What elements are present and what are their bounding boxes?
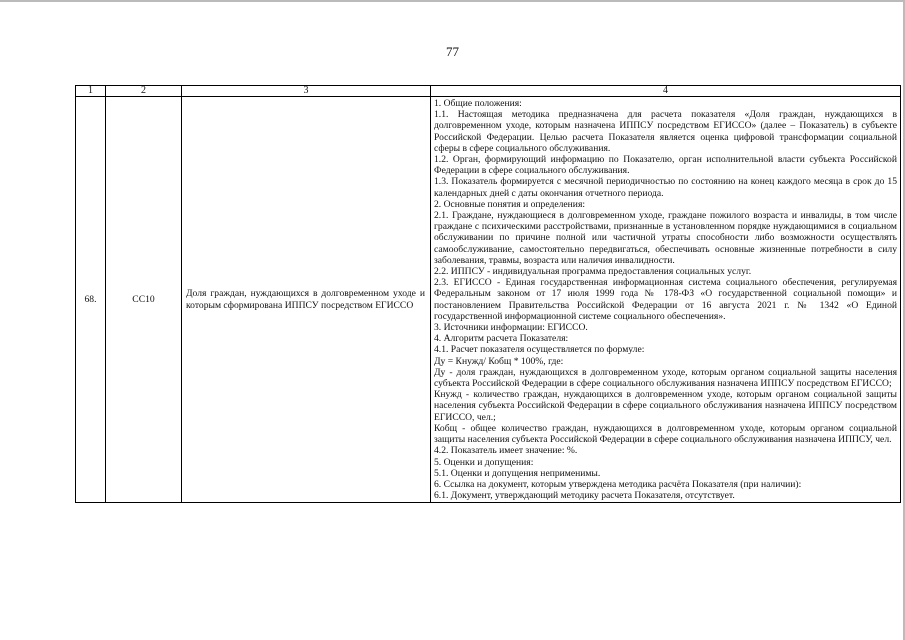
methodology-line: Кнужд - количество граждан, нуждающихся в долговременном уходе, которым органом социальной защиты населения субъекта Российской Федерации в сфере социального обслуживания назначена ИППСУ посредством ЕГИССО, чел.; xyxy=(434,389,897,423)
methodology-line: 1.3. Показатель формируется с месячной периодичностью по состоянию на конец каждого месяца в срок до 15 календарных дней с даты окончания отчетного периода. xyxy=(434,176,897,199)
methodology-line: 2.3. ЕГИССО - Единая государственная информационная система социального обеспечения, регулируемая Федеральным законом от 17 июля 1999 года № 178-ФЗ «О государственной социальной помощи» и постановлением Правительства Российской Федерации от 16 августа 2021 г. № 1342 «О Единой государственной информационной системе социального обеспечения». xyxy=(434,277,897,322)
row-number: 68. xyxy=(76,97,106,503)
methodology-line: 1.2. Орган, формирующий информацию по Показателю, орган исполнительной власти субъекта Российской Федерации в сфере социального обслуживания. xyxy=(434,154,897,177)
methodology-line: 1.1. Настоящая методика предназначена для расчета показателя «Доля граждан, нуждающихся в долговременном уходе, которым назначена ИППСУ посредством ЕГИССО» (далее – Показатель) в субъекте Российской Федерации. Целью расчета Показателя является оценка цифровой трансформации социальной сферы в сфере социального обслуживания. xyxy=(434,109,897,154)
methodology-line: 6. Ссылка на документ, которым утверждена методика расчёта Показателя (при наличии): xyxy=(434,478,802,490)
methodology-line: Ду = Кнужд/ Кобщ * 100%, где: xyxy=(434,355,564,367)
methodology-line: 4.1. Расчет показателя осуществляется по формуле: xyxy=(434,344,645,356)
methodology-line: 5. Оценки и допущения: xyxy=(434,456,534,468)
table-row xyxy=(76,97,901,503)
methodology-line: 4. Алгоритм расчета Показателя: xyxy=(434,333,569,345)
methodology-line: 1. Общие положения: xyxy=(434,98,522,109)
methodology-cell xyxy=(431,97,901,503)
methodology-line: 3. Источники информации: ЕГИССО. xyxy=(434,322,588,334)
page-number: 77 xyxy=(446,44,459,59)
column-header-1: 1 xyxy=(76,86,106,97)
indicator-name: Доля граждан, нуждающихся в долговременном уходе и которым сформирована ИППСУ посредством ЕГИССО xyxy=(182,97,431,503)
methodology-line: Ду - доля граждан, нуждающихся в долговременном уходе, которым органом социальной защиты населения субъекта Российской Федерации в сфере социального обслуживания назначена ИППСУ посредством ЕГИССО; xyxy=(434,366,897,390)
indicator-table xyxy=(75,85,901,503)
methodology-line: Кобщ - общее количество граждан, нуждающихся в долговременном уходе, которым органом социальной защиты населения субъекта Российской Федерации в сфере социального обслуживания назначена ИППСУ, чел. xyxy=(434,422,897,446)
methodology-line: 2.1. Граждане, нуждающиеся в долговременном уходе, граждане пожилого возраста и инвалиды, в том числе граждане с психическими расстройствами, признанные в установленном порядке нуждающимися в социальном обслуживании по причине полной или частичной утраты способности либо возможности осуществлять самообслуживание, самостоятельно передвигаться, обеспечивать основные жизненные потребности в силу заболевания, травмы, возраста или наличия инвалидности. xyxy=(434,210,897,266)
column-header-2: 2 xyxy=(106,86,182,97)
table-header-row xyxy=(76,86,901,97)
methodology-line: 4.2. Показатель имеет значение: %. xyxy=(434,445,578,457)
methodology-line: 6.1. Документ, утверждающий методику расчета Показателя, отсутствует. xyxy=(434,490,735,502)
methodology-line: 5.1. Оценки и допущения неприменимы. xyxy=(434,467,601,479)
column-header-4: 4 xyxy=(431,86,901,97)
indicator-code: СС10 xyxy=(106,97,182,503)
methodology-line: 2. Основные понятия и определения: xyxy=(434,198,586,210)
methodology-line: 2.2. ИППСУ - индивидуальная программа предоставления социальных услуг. xyxy=(434,266,752,278)
column-header-3: 3 xyxy=(182,86,431,97)
scan-top-edge xyxy=(0,0,905,2)
